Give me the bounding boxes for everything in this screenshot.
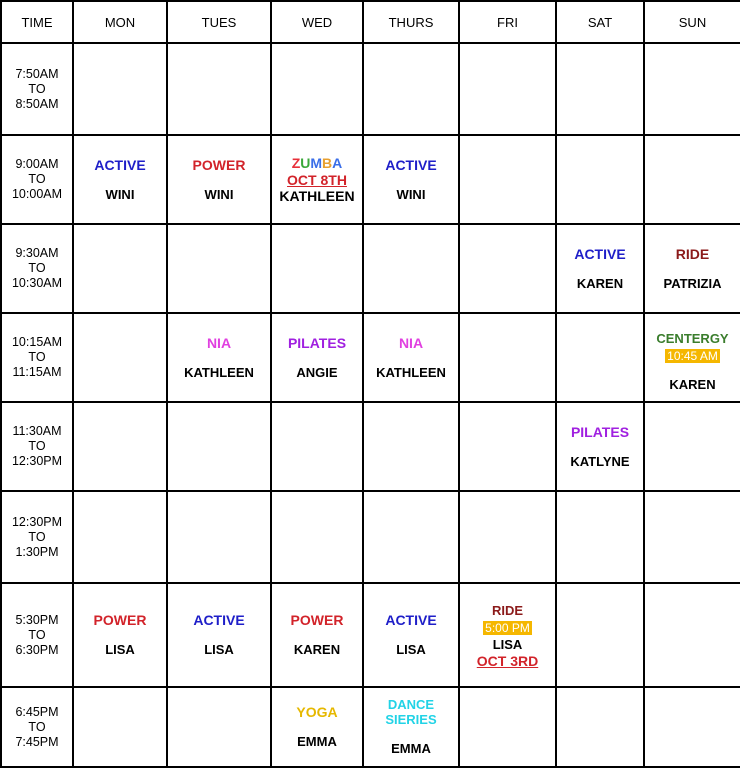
class-cell (644, 313, 740, 402)
class-name: ACTIVE (385, 612, 437, 628)
class-name-line: SIERIES (385, 712, 437, 727)
header-wed: WED (271, 1, 363, 43)
empty-cell (459, 135, 556, 224)
class-name: YOGA (296, 704, 338, 720)
time-row (1, 43, 740, 135)
class-name: ACTIVE (94, 156, 146, 173)
class-cell (271, 583, 363, 687)
class-name: POWER (192, 156, 246, 173)
empty-cell (644, 135, 740, 224)
empty-cell (644, 402, 740, 491)
empty-cell (167, 491, 271, 583)
empty-cell (556, 491, 644, 583)
instructor-name: KAREN (669, 377, 716, 392)
instructor-name: KATHLEEN (184, 364, 254, 380)
time-cell: 12:30PM TO 1:30PM (1, 491, 73, 583)
empty-cell (556, 135, 644, 224)
time-highlight: 5:00 PM (485, 620, 530, 635)
class-cell (363, 313, 459, 402)
class-name: CENTERGY (656, 331, 729, 346)
class-name: NIA (398, 334, 424, 351)
empty-cell (556, 583, 644, 687)
header-fri: FRI (459, 1, 556, 43)
empty-cell (167, 687, 271, 767)
class-cell (73, 583, 167, 687)
header-sat: SAT (556, 1, 644, 43)
class-cell (556, 402, 644, 491)
class-cell (73, 135, 167, 224)
instructor-name: KATHLEEN (376, 364, 446, 380)
instructor-name: EMMA (297, 734, 337, 749)
class-cell (644, 224, 740, 313)
time-cell: 5:30PM TO 6:30PM (1, 583, 73, 687)
class-cell (556, 224, 644, 313)
class-cell (167, 313, 271, 402)
class-cell (271, 135, 363, 224)
class-name-zumba: ZUMBA (291, 154, 343, 171)
header-mon: MON (73, 1, 167, 43)
instructor-name: KAREN (293, 642, 341, 657)
class-cell (271, 313, 363, 402)
class-name: RIDE (491, 602, 524, 618)
header-tues: TUES (167, 1, 271, 43)
header-thurs: THURS (363, 1, 459, 43)
empty-cell (73, 43, 167, 135)
class-name: PILATES (570, 423, 630, 440)
class-cell (167, 583, 271, 687)
instructor-name: LISA (204, 642, 234, 657)
class-name: POWER (290, 612, 344, 628)
empty-cell (459, 224, 556, 313)
instructor-name: ANGIE (296, 364, 338, 380)
time-row (1, 491, 740, 583)
time-cell: 6:45PM TO 7:45PM (1, 687, 73, 767)
instructor-name: LISA (492, 636, 523, 652)
class-name: POWER (93, 612, 147, 628)
empty-cell (73, 687, 167, 767)
time-row (1, 402, 740, 491)
empty-cell (73, 491, 167, 583)
class-cell (167, 135, 271, 224)
empty-cell (271, 402, 363, 491)
empty-cell (167, 43, 271, 135)
empty-cell (73, 402, 167, 491)
empty-cell (271, 224, 363, 313)
time-cell: 7:50AM TO 8:50AM (1, 43, 73, 135)
empty-cell (459, 43, 556, 135)
empty-cell (459, 687, 556, 767)
instructor-name: EMMA (391, 741, 431, 756)
instructor-name: KATLYNE (570, 453, 630, 469)
empty-cell (556, 687, 644, 767)
date-note: OCT 3RD (476, 652, 539, 669)
instructor-name: KATHLEEN (279, 187, 355, 204)
empty-cell (363, 402, 459, 491)
time-cell: 9:00AM TO 10:00AM (1, 135, 73, 224)
empty-cell (167, 402, 271, 491)
time-cell: 9:30AM TO 10:30AM (1, 224, 73, 313)
empty-cell (459, 491, 556, 583)
time-cell: 10:15AM TO 11:15AM (1, 313, 73, 402)
time-cell: 11:30AM TO 12:30PM (1, 402, 73, 491)
class-name: ACTIVE (193, 612, 245, 628)
class-name: RIDE (675, 245, 710, 262)
class-cell (363, 135, 459, 224)
empty-cell (644, 583, 740, 687)
empty-cell (271, 43, 363, 135)
empty-cell (459, 313, 556, 402)
empty-cell (556, 313, 644, 402)
time-row (1, 687, 740, 767)
class-cell (363, 583, 459, 687)
empty-cell (73, 224, 167, 313)
empty-cell (644, 687, 740, 767)
empty-cell (363, 224, 459, 313)
class-cell (459, 583, 556, 687)
empty-cell (644, 491, 740, 583)
instructor-name: LISA (105, 642, 135, 657)
empty-cell (556, 43, 644, 135)
time-highlight: 10:45 AM (667, 349, 718, 363)
empty-cell (363, 491, 459, 583)
header-sun: SUN (644, 1, 740, 43)
empty-cell (363, 43, 459, 135)
header-time: TIME (1, 1, 73, 43)
instructor-name: WINI (396, 186, 426, 202)
time-row (1, 313, 740, 402)
header-row (1, 1, 740, 43)
empty-cell (271, 491, 363, 583)
time-row (1, 135, 740, 224)
empty-cell (459, 402, 556, 491)
class-cell (363, 687, 459, 767)
class-name: PILATES (287, 334, 347, 351)
class-name: ACTIVE (574, 245, 626, 262)
class-cell (271, 687, 363, 767)
empty-cell (73, 313, 167, 402)
instructor-name: WINI (105, 186, 135, 202)
empty-cell (167, 224, 271, 313)
class-name: ACTIVE (385, 156, 437, 173)
instructor-name: LISA (396, 642, 426, 657)
instructor-name: KAREN (576, 275, 624, 291)
instructor-name: PATRIZIA (663, 275, 722, 291)
instructor-name: WINI (204, 186, 234, 202)
date-note: OCT 8TH (287, 171, 347, 188)
class-name: NIA (206, 334, 232, 351)
time-row (1, 224, 740, 313)
class-name-line: DANCE (387, 697, 435, 712)
time-row (1, 583, 740, 687)
empty-cell (644, 43, 740, 135)
